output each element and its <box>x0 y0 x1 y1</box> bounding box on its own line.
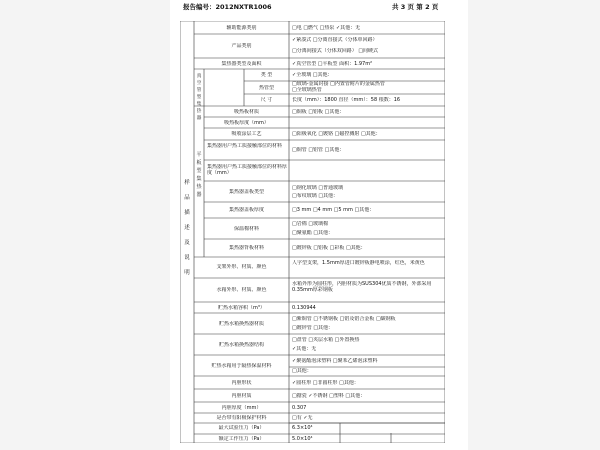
heat-pipe-v2: □全玻璃热管 <box>292 87 322 93</box>
liner-thickness-value: 0.307 <box>292 405 307 411</box>
aux-heat-value: □电 □燃气 □热泵 ✓其他：无 <box>292 25 361 31</box>
absorber-material-value: □铜板 □铝板 □其他： <box>292 109 345 115</box>
coating-value: □阳极氧化 □镀铬 □磁控溅射 □其他： <box>292 131 381 137</box>
product-type-v2: □分离间接式（分体双回路） □间硬式 <box>292 48 379 54</box>
coating-label: 吸收涂层工艺 <box>231 131 262 137</box>
sample-description-label: 样品描述及说明 <box>184 180 190 276</box>
page-info: 共 3 页 第 2 页 <box>392 3 439 11</box>
size-label: 尺 寸 <box>260 97 273 103</box>
exchanger-structure-v2: ✓其他：无 <box>292 346 317 352</box>
exchanger-structure-label: 贮热水箱换热器结构 <box>218 342 264 348</box>
max-pressure-value: 6.3×10⁴ <box>292 425 313 431</box>
back-material-label: 集热器背板材料 <box>228 245 264 251</box>
heat-pipe-v1: □玻璃-金属封接 □内置管附片的金属热管 <box>292 81 385 87</box>
tank-label: 水箱外形、材质、颜色 <box>216 287 267 293</box>
report-number: 报告编号：2012NXTR1006 <box>183 3 272 11</box>
liner-shape-label: 内胆形状 <box>231 380 252 386</box>
heat-pipe-label: 热管型 <box>258 85 274 91</box>
tank-insulation-v1: ✓聚氨酯泡沫塑料 □聚苯乙烯泡沫塑料 <box>292 358 378 364</box>
type-value: ✓全玻璃 □其他： <box>292 72 333 78</box>
liner-shape-value: ✓圆柱形 □非圆柱形 □其他： <box>292 380 359 386</box>
flat-section-label: 平板型集热器 <box>196 152 202 198</box>
anode-label: 是否带有阳极保护材料 <box>216 415 267 421</box>
vacuum-section-label: 真空管型集热器 <box>196 74 202 121</box>
product-type-label: 产品类别 <box>231 43 252 49</box>
tank-insulation-v2: □其他： <box>292 368 312 374</box>
liner-material-label: 内胆材质 <box>231 393 252 399</box>
back-material-value: □镀锌板 □铝板 □彩板 □其他： <box>292 245 366 251</box>
size-value: 长度（mm）：1800 直径（mm）：58 根数：16 <box>292 97 401 103</box>
exchanger-material-label: 贮热水箱换热器材质 <box>218 321 264 327</box>
volume-value: 0.130944 <box>292 305 316 311</box>
liner-material-value: □搪瓷 ✓不锈钢 □塑料 □其他： <box>292 393 366 399</box>
type-label: 类 型 <box>260 72 273 78</box>
cover-type-v2: □布纹玻璃 □其他： <box>292 193 339 199</box>
cover-thickness-value: □3 mm □4 mm □5 mm □其他： <box>292 207 375 213</box>
frame-label: 支架外形、材质、颜色 <box>216 264 267 270</box>
cover-type-v1: □钢化玻璃 □普通玻璃 <box>292 185 344 191</box>
anode-value: □有 ✓无 <box>292 415 313 421</box>
riser-material-label: 集热器用户热工质接触部位的材料 <box>207 143 283 149</box>
cover-type-label: 集热器盖板类型 <box>228 189 264 195</box>
riser-material-value: □铜管 □铝管 □其他： <box>292 147 345 153</box>
insulation-v2: □聚氨酯 □其他： <box>292 230 334 236</box>
exchanger-material-v1: □紫铜管 □不锈钢板 □铝及铝合金板 □碳钢板 <box>292 316 396 322</box>
tank-insulation-label: 贮热水箱用于隔热保温材料 <box>211 363 272 369</box>
absorber-thickness-label: 吸热板厚度（mm） <box>224 120 269 126</box>
absorber-material-label: 吸热板材质 <box>233 109 259 115</box>
max-pressure-label: 最大试验压力（Pa） <box>218 425 265 431</box>
insulation-label: 保温棉材料 <box>233 226 259 232</box>
work-pressure-label: 额定工作压力（Pa） <box>218 436 265 442</box>
collector-type-value: ✓真空管型 □平板型 面积：1.97m² <box>292 61 373 67</box>
frame-value: 人字型支架，1.5mm厚进口镀锌板静电喷涂，红色，米黄色 <box>292 260 425 266</box>
tank-value: 水箱外形为圆柱形，内胆材质为SUS304优质不锈钢，外部采用0.35mm厚彩钢板 <box>292 281 432 293</box>
work-pressure-value: 5.0×10⁴ <box>292 436 313 442</box>
cover-thickness-label: 集热器盖板厚度 <box>228 207 264 213</box>
exchanger-material-v2: □镀锌管 □其他： <box>292 325 334 331</box>
volume-label: 贮热水箱容积（m³） <box>218 305 265 311</box>
product-type-v1: ✓紧凑式 □分离直接式（分体单回路） <box>292 37 378 43</box>
sample-description-table <box>180 21 445 443</box>
aux-heat-label: 辅助能源类别 <box>226 25 257 31</box>
exchanger-structure-v1: □盘管 □夹层水箱 □外置换热 <box>292 337 360 343</box>
insulation-v1: □岩棉 □玻璃棉 <box>292 221 329 227</box>
collector-type-label: 集热器类型及面积 <box>221 61 262 67</box>
liner-thickness-label: 内胆厚度（mm） <box>221 405 262 411</box>
riser-thickness-label: 集热器用户热工质接触部位的材料厚度（mm） <box>207 164 287 176</box>
